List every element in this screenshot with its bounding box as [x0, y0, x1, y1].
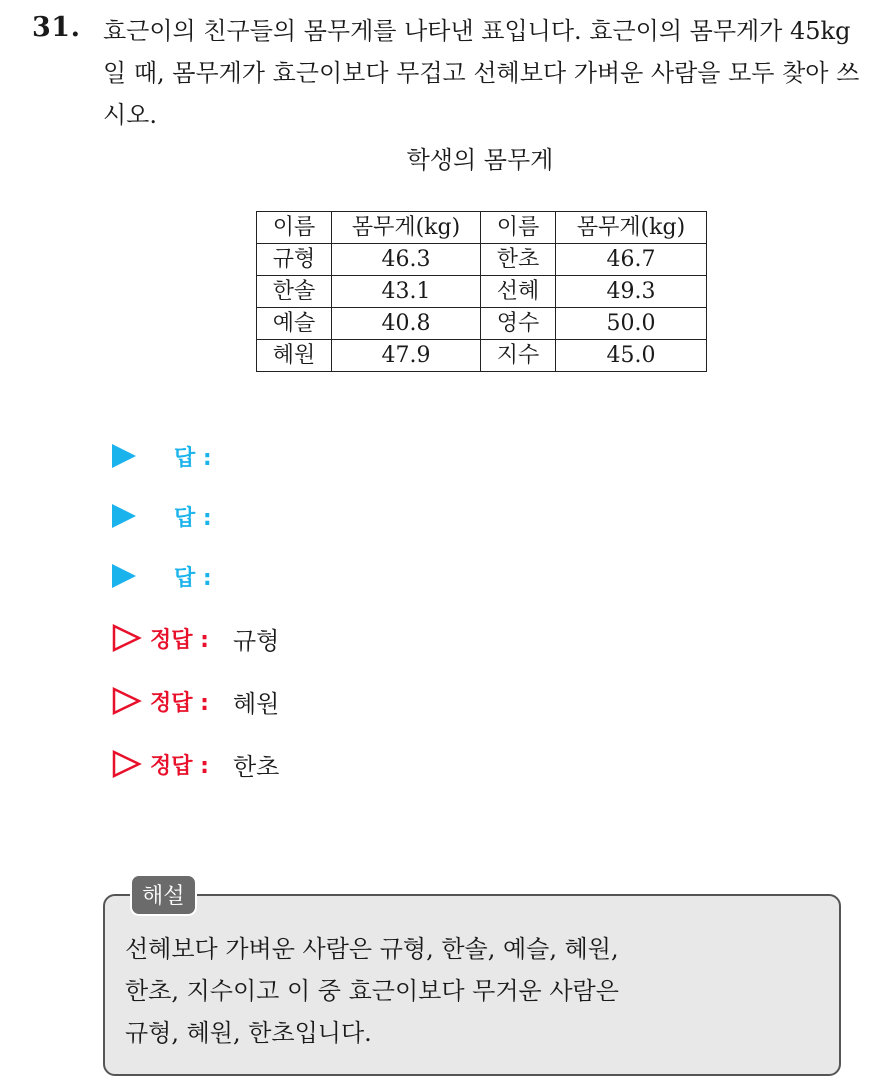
- table-cell: 예슬: [257, 308, 332, 340]
- explanation-line: 규형, 혜원, 한초입니다.: [125, 1019, 372, 1047]
- filled-triangle-icon: [112, 564, 136, 588]
- answer-blank-1: [112, 438, 212, 474]
- correct-answer-2: [112, 683, 279, 719]
- correct-answer-label: 정답 :: [150, 627, 209, 653]
- answer-blank-2: [112, 498, 212, 534]
- question-text: 효근이의 친구들의 몸무게를 나타낸 표입니다. 효근이의 몸무게가 45kg 일 때, 몸무게가 효근이보다 무겁고 선혜보다 가벼운 사람을 모두 찾아 쓰시오.: [103, 17, 860, 129]
- header-weight-2: 몸무게(kg): [556, 212, 707, 244]
- table-cell: 43.1: [332, 276, 481, 308]
- table-cell: 47.9: [332, 340, 481, 372]
- explanation-line: 선혜보다 가벼운 사람은 규형, 한솔, 예슬, 혜원,: [125, 935, 619, 963]
- correct-answer-label: 정답 :: [150, 753, 209, 779]
- correct-answer-3: [112, 746, 279, 782]
- table-cell: 한솔: [257, 276, 332, 308]
- filled-triangle-icon: [112, 444, 136, 468]
- table-caption: 학생의 몸무게: [406, 146, 554, 174]
- question-number: 31.: [32, 12, 81, 43]
- table-cell: 46.7: [556, 244, 707, 276]
- weight-table: [256, 211, 707, 372]
- explanation-line: 한초, 지수이고 이 중 효근이보다 무거운 사람은: [125, 977, 619, 1005]
- answer-label: 답 :: [174, 445, 212, 471]
- table-cell: 49.3: [556, 276, 707, 308]
- table-row: [257, 276, 707, 308]
- table-cell: 규형: [257, 244, 332, 276]
- correct-answer-1: [112, 620, 279, 656]
- explanation-text: [125, 928, 825, 1054]
- header-name-1: 이름: [257, 212, 332, 244]
- outline-triangle-icon: [112, 750, 142, 778]
- answer-label: 답 :: [174, 565, 212, 591]
- header-name-2: 이름: [481, 212, 556, 244]
- correct-answer-label: 정답 :: [150, 690, 209, 716]
- table-cell: 한초: [481, 244, 556, 276]
- table-row: [257, 340, 707, 372]
- table-cell: 50.0: [556, 308, 707, 340]
- outline-triangle-icon: [112, 687, 142, 715]
- filled-triangle-icon: [112, 504, 136, 528]
- correct-answer-value: 한초: [232, 752, 280, 781]
- table-row: [257, 244, 707, 276]
- table-cell: 영수: [481, 308, 556, 340]
- outline-triangle-icon: [112, 624, 142, 652]
- answer-label: 답 :: [174, 505, 212, 531]
- table-row: [257, 308, 707, 340]
- answer-blank-3: [112, 558, 212, 594]
- table-cell: 46.3: [332, 244, 481, 276]
- table-cell: 선혜: [481, 276, 556, 308]
- explanation-tag: 해설: [130, 874, 197, 916]
- table-cell: 45.0: [556, 340, 707, 372]
- table-cell: 혜원: [257, 340, 332, 372]
- header-weight-1: 몸무게(kg): [332, 212, 481, 244]
- correct-answer-value: 규형: [232, 626, 280, 655]
- table-cell: 40.8: [332, 308, 481, 340]
- table-header-row: [257, 212, 707, 244]
- table-cell: 지수: [481, 340, 556, 372]
- correct-answer-value: 혜원: [232, 689, 280, 718]
